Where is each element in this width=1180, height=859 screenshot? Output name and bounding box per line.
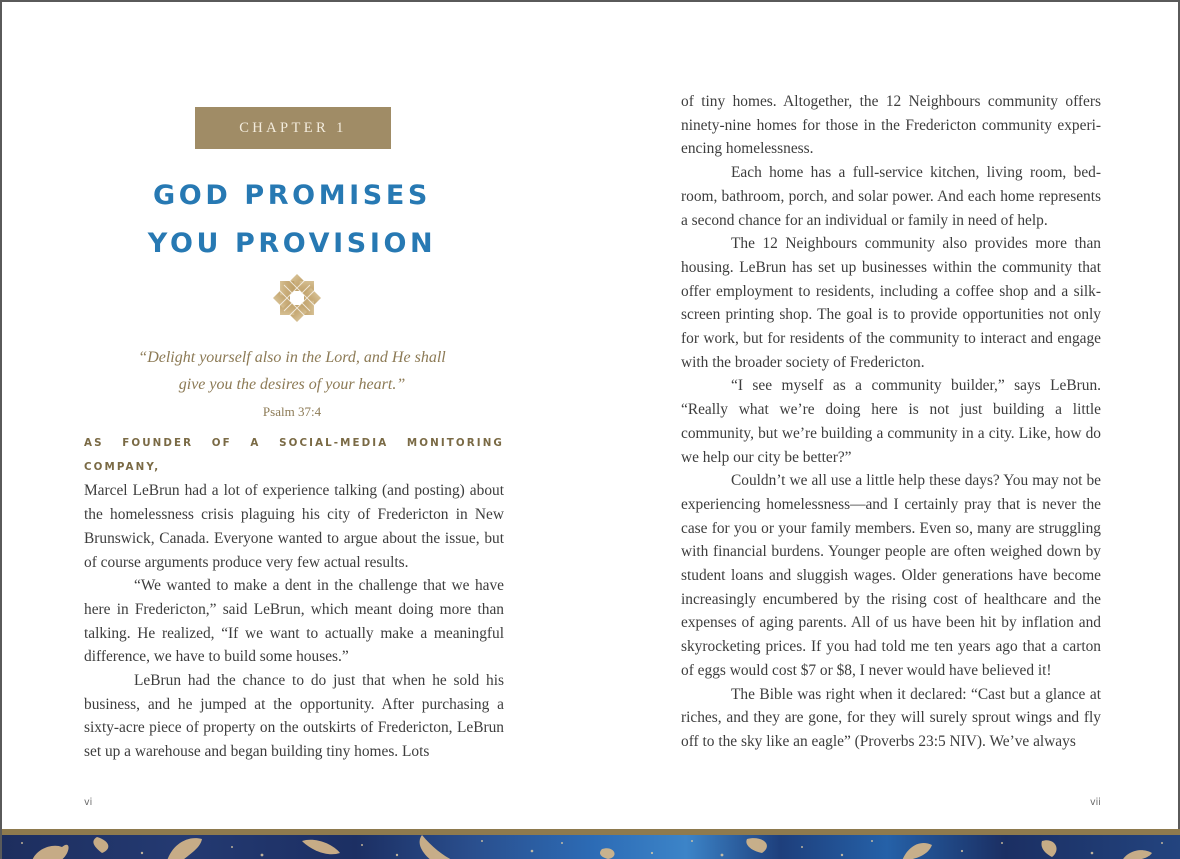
- paragraph: LeBrun had the chance to do just that when he sold his business, and he jumped at the opportunity. After purchasing a sixty-acre piece of property on the outskirts of Fredericton, LeBrun set up a warehouse and began building tiny homes. Lots: [84, 672, 504, 761]
- chapter-label-box: [195, 107, 391, 149]
- paragraph: The 12 Neighbours community also provides more than housing. LeBrun has set up businesses within the community that offer employment to residents, including a coffee shop and a silkscreen printing shop. The goal is to provide opportunities not only for work, but for residents of the community to interact and engage with the broader society of Fredericton.: [681, 235, 1101, 371]
- left-body-text: [84, 432, 504, 764]
- paragraph: “We wanted to make a dent in the challenge that we have here in Fredericton,” said LeBrun, which meant doing more than talking. He realized, “If we want to actually make a meaningful difference, we have to build some houses.”: [84, 577, 504, 666]
- paragraph: “I see myself as a community builder,” says LeBrun. “Really what we’re doing here is not just building a little community, but we’re building a community in a city. Like, how do we help our city be better?”: [681, 377, 1101, 466]
- epigraph-quote: [102, 344, 482, 398]
- right-body-text: [681, 90, 1101, 754]
- chapter-lead-in: AS FOUNDER OF A SOCIAL-MEDIA MONITORING COMPANY,: [84, 437, 504, 473]
- paragraph: Each home has a full-service kitchen, living room, bedroom, bathroom, porch, and solar power. And each home represents a second chance for an individual or family in need of help.: [681, 164, 1101, 229]
- page-number-left: vi: [84, 797, 93, 808]
- blue-gold-marble-border: [2, 835, 1180, 859]
- chapter-title-line-1: GOD PROMISES: [153, 180, 431, 211]
- epigraph-reference: Psalm 37:4: [262, 404, 322, 419]
- epigraph-line-2: give you the desires of your heart.”: [178, 376, 406, 393]
- paragraph: Marcel LeBrun had a lot of experience talking (and posting) about the homelessness crisis plaguing his city of Fredericton in New Brunswick, Canada. Everyone wanted to argue about the issue, but of course arguments produce very few actual results.: [84, 482, 504, 571]
- chapter-label: CHAPTER 1: [239, 119, 347, 136]
- paragraph: The Bible was right when it declared: “Cast but a glance at riches, and they are gone, for they will surely sprout wings and fly off to the sky like an eagle” (Proverbs 23:5 NIV). We’ve always: [681, 685, 1101, 750]
- chapter-title: [82, 172, 502, 268]
- page-number-right: vii: [1090, 797, 1101, 808]
- left-page: [2, 2, 592, 828]
- paragraph: of tiny homes. Altogether, the 12 Neighbours community offers ninety-nine homes for those in the Fredericton community experiencing homelessness.: [681, 93, 1101, 158]
- epigraph-line-1: “Delight yourself also in the Lord, and He shall: [138, 349, 446, 366]
- gold-rosette-icon: [272, 273, 322, 323]
- chapter-title-line-2: YOU PROVISION: [147, 228, 437, 259]
- paragraph: Couldn’t we all use a little help these days? You may not be experiencing homelessness—and I certainly pray that is never the case for you or your family members. Even so, many are struggling with financial burdens. Younger people are often weighed down by student loans and sluggish wages. Older generations have become increasingly encumbered by the rising cost of healthcare and the expenses of aging parents. All of us have been hit by inflation and skyrocketing prices. If you had told me ten years ago that a carton of eggs would cost $7 or $8, I never would have believed it!: [681, 472, 1101, 679]
